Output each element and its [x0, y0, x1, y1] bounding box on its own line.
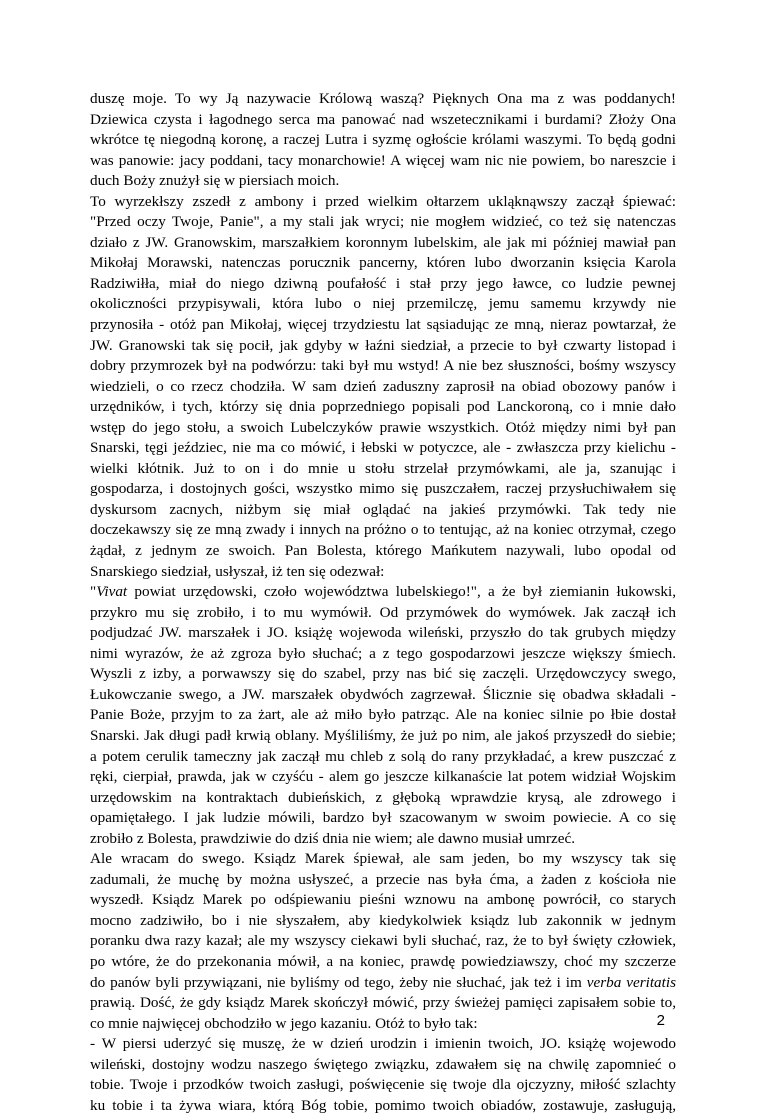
text-segment: duch Boży znużył się w piersiach moich. [90, 172, 340, 190]
text-segment: Dziewica czysta i łagodnego serca ma panować nad wszetecznikami i burdami? Złoży Ona [90, 110, 676, 128]
text-segment: Wyszli z izby, a porwawszy się do szabel, przy nas bić się zaczęli. Urzędowczycy swego, [90, 665, 676, 683]
text-line [90, 1034, 676, 1055]
text-line [90, 623, 676, 644]
text-segment: nimi wyrazów, że aż zgroza było słuchać; a z tego gospodarzowi jeszcze większy śmiech. [90, 644, 676, 662]
text-line [90, 931, 676, 952]
body-text [90, 89, 676, 1116]
text-segment: urzędników, i tych, którzy się dnia poprzedniego popisali pod Lanckoroną, co i mnie dało [90, 398, 676, 416]
text-segment: tobie. Twoje i przodków twoich zasługi, poświęcenie się twoje dla ojczyzny, miłość szlachty [90, 1076, 676, 1094]
text-segment: gospodarza, i dostojnych gości, wszystko mimo się puszczałem, raczej przysłuchiwałem się [90, 480, 676, 498]
italic-text: verba veritatis [586, 973, 677, 991]
text-line [90, 356, 676, 377]
text-line [90, 870, 676, 891]
text-line [90, 520, 676, 541]
text-segment: zrobiło z Bolesta, prawdziwie do dziś dnia nie wiem; ale dawno musiał umrzeć. [90, 829, 576, 847]
text-line [90, 1075, 676, 1096]
text-segment: dyskursom zacnych, niżbym się miał oglądać na jakieś przymówki. Tak tedy nie [90, 500, 676, 518]
text-line [90, 562, 676, 583]
text-line [90, 110, 676, 131]
text-line [90, 747, 676, 768]
text-line [90, 541, 676, 562]
text-line [90, 973, 676, 994]
text-line [90, 890, 676, 911]
text-segment: prawią. Dość, że gdy ksiądz Marek skończył mówić, przy świeżej pamięci zapisałem sobie to, [90, 994, 676, 1012]
text-segment: Snarski. Jak długi padł krwią oblany. Myśliliśmy, że już po nim, ale jakoś przyszedł do siebie; [90, 726, 676, 744]
text-segment: doczekawszy się ze mną zwady i innych na próżno o to tentując, aż na koniec otrzymał, czego [90, 521, 676, 539]
text-segment: żądał, z jednym ze swoich. Pan Bolesta, którego Mańkutem nazywali, lubo opodal od [90, 542, 676, 560]
text-line [90, 829, 676, 850]
text-segment: - W piersi uderzyć się muszę, że w dzień urodzin i imienin twoich, JO. książę wojewodo [90, 1035, 676, 1053]
text-segment: mocno zadziwiło, bo i nie słyszałem, aby kiedykolwiek ksiądz lub zakonnik w jednym [90, 911, 676, 929]
text-segment: wileński, dostojny wodzu naszego świętego związku, zdawałem się na chwilę zapomnieć o [90, 1055, 676, 1073]
text-segment: Łukowczanie swego, a JW. marszałek obydwóch zagrzewał. Ślicznie się obadwa składali - [90, 685, 676, 703]
text-segment: wielki kłótnik. Już to on i do mnie u stołu strzelał przymówkami, ale ja, szanując i [90, 459, 676, 477]
text-segment: a potem cerulik tameczny jak zaczął mu chleb z solą do rany przykładać, a krew puszczać z [90, 747, 676, 765]
text-segment: działo z JW. Granowskim, marszałkiem koronnym lubelskim, ale jak mi później mawiał pan [90, 233, 676, 251]
text-line [90, 582, 676, 603]
text-line [90, 1055, 676, 1076]
text-line [90, 767, 676, 788]
text-line [90, 336, 676, 357]
text-segment: co mnie najwięcej obchodziło w jego kazaniu. Otóż to było tak: [90, 1014, 478, 1032]
text-segment: opamiętałego. I jak ludzie mówili, bardzo był szacowanym w swoim powiecie. A co się [90, 809, 676, 827]
text-segment: " [90, 583, 97, 601]
text-line [90, 993, 676, 1014]
text-line [90, 726, 676, 747]
text-segment: duszę moje. To wy Ją nazywacie Królową waszą? Pięknych Ona ma z was poddanych! [90, 90, 676, 107]
text-line [90, 1096, 676, 1116]
text-line [90, 911, 676, 932]
text-segment: JW. Granowski tak się pocił, jak gdyby w łaźni siedział, a przecie to był czwarty listopad i [90, 336, 676, 354]
text-line [90, 377, 676, 398]
text-segment: Panie Boże, przyjm to za żart, ale aż miło było patrząc. Ale na koniec silnie po łbie dostał [90, 706, 676, 724]
text-segment: Mikołaj Morawski, natenczas porucznik pancerny, któren lubo dworzanin księcia Karola [90, 254, 676, 272]
text-line [90, 952, 676, 973]
text-segment: do panów byli przywiązani, nie byliśmy od tego, żeby nie słuchać, jak też i im [90, 973, 587, 991]
text-line [90, 151, 676, 172]
italic-text: Vivat [96, 583, 128, 601]
text-segment: was panowie: jacy poddani, tacy monarchowie! A więcej wam nic nie powiem, bo nareszcie i [90, 151, 676, 169]
text-line [90, 212, 676, 233]
text-line [90, 685, 676, 706]
text-line [90, 294, 676, 315]
text-line [90, 418, 676, 439]
text-line [90, 705, 676, 726]
text-segment: urzędowskim na kontraktach dubieńskich, z głęboką wprawdzie krysą, ale zdrowego i [90, 788, 676, 806]
text-line [90, 644, 676, 665]
text-segment: wiedzieli, o co rzecz chodziła. W sam dzień zaduszny zaprosił na obiad obozowy panów i [90, 377, 676, 395]
text-segment: przynosiła - otóż pan Mikołaj, więcej trzydziestu lat sąsiadując ze mną, nieraz powtarzał, że [90, 316, 676, 334]
text-line [90, 788, 676, 809]
text-segment: wyszedł. Ksiądz Marek po odśpiewaniu pieśni wznowu na ambonę powrócił, co starych [90, 891, 676, 909]
text-segment: ręki, cierpiał, prawda, jak w czyśću - alem go jeszcze kilkanaście lat potem widział Wojskim [90, 768, 676, 786]
text-segment: Ale wracam do swego. Ksiądz Marek śpiewał, ale sam jeden, bo my wszyscy tak się [90, 850, 676, 868]
text-segment: ku tobie i ta żywa wiara, którą Bóg tobie, pomimo twoich obiadów, zostawuje, zasługują, [90, 1096, 676, 1114]
text-segment: wkrótce tę niegodną koronę, a raczej Lutra i syzmę ogłoście królami waszymi. To będą godni [90, 131, 676, 149]
text-segment: Radziwiłła, miał do niego dziwną poufałość i stał przy jego ławce, co ludzie pewnej [90, 274, 676, 292]
text-line [90, 808, 676, 829]
text-segment: Snarski, tęgi jeździec, nie ma co mówić, i łebski w potyczce, ale - zwłaszcza przy kielichu - [90, 439, 676, 457]
text-line [90, 500, 676, 521]
text-line [90, 130, 676, 151]
text-line [90, 274, 676, 295]
text-line [90, 253, 676, 274]
text-segment: zadumali, że muchę by można usłyszeć, a przecie nas była ćma, a żaden z kościoła nie [90, 870, 676, 888]
text-line [90, 1014, 676, 1035]
text-line [90, 849, 676, 870]
text-line [90, 603, 676, 624]
text-segment: po wtóre, że do przekonania mówił, a na koniec, prawdę powiedziawszy, choć my szczerze [90, 952, 676, 970]
text-segment: okoliczności przypisywali, która lubo o niej przemilczę, jemu samemu krzywdy nie [90, 295, 676, 313]
text-segment: "Przed oczy Twoje, Panie", a my stali jak wryci; nie mogłem widzieć, co też się natenczas [90, 213, 676, 231]
text-line [90, 479, 676, 500]
text-line [90, 233, 676, 254]
page-number: 2 [656, 1012, 665, 1029]
text-line [90, 89, 676, 110]
text-segment: Snarskiego siedział, usłyszał, iż ten się odezwał: [90, 562, 385, 580]
text-segment: To wyrzekłszy zszedł z ambony i przed wielkim ołtarzem ukląknąwszy zaczął śpiewać: [90, 192, 676, 210]
text-segment: podjudzać JW. marszałek i JO. książę wojewoda wileński, przyszło do tak grubych między [90, 624, 676, 642]
text-line [90, 192, 676, 213]
text-line [90, 315, 676, 336]
text-line [90, 171, 676, 192]
text-line [90, 664, 676, 685]
text-line [90, 459, 676, 480]
text-segment: poranku dwa razy kazał; ale my wszyscy ciekawi byli słuchać, raz, że to był święty człowiek, [90, 932, 676, 950]
text-segment: przykro mu się zrobiło, i to mu wymówił. Od przymówek do wymówek. Jak zaczął ich [90, 603, 676, 621]
text-line [90, 438, 676, 459]
text-segment: powiat urzędowski, czoło województwa lubelskiego!", a że był ziemianin łukowski, [127, 583, 676, 601]
text-segment: dobry przymrozek był na podwórzu: taki był mu wstyd! A nie bez słuszności, bośmy wszyscy [90, 357, 676, 375]
text-line [90, 397, 676, 418]
text-segment: wstęp do jego stołu, a swoich Lubelczyków prawie wszystkich. Otóż między nimi był pan [90, 418, 676, 436]
